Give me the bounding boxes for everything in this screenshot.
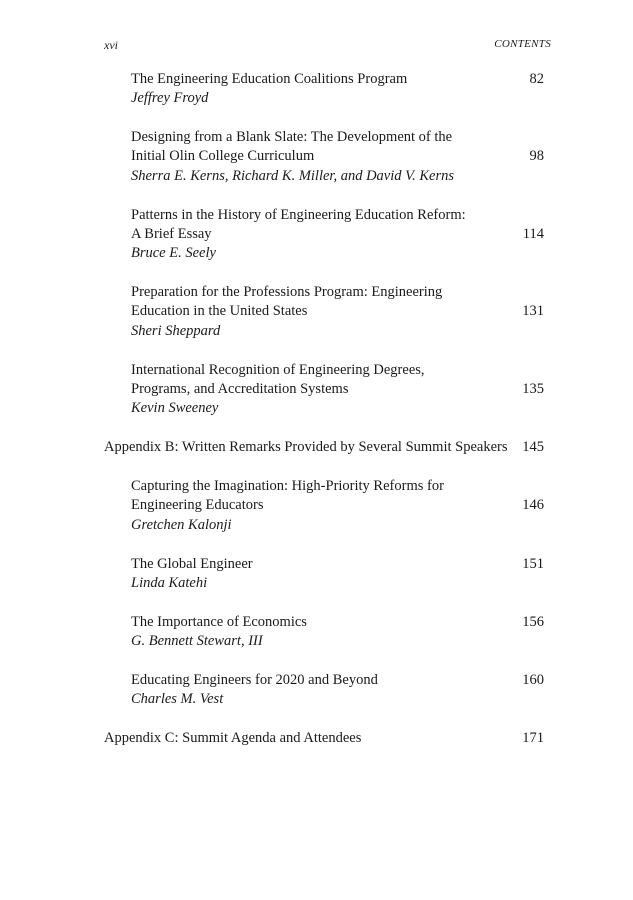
entry-page-number: 160 (522, 671, 544, 688)
entry-title-line: Programs, and Accreditation Systems (131, 380, 349, 397)
appendix-page-number: 171 (522, 730, 544, 747)
toc-entry[interactable] (131, 206, 544, 264)
section-title: CONTENTS (494, 38, 551, 50)
entry-title-line: Education in the United States (131, 303, 308, 320)
entry-title-line: The Global Engineer (131, 555, 253, 572)
entry-author: G. Bennett Stewart, III (131, 632, 263, 649)
toc-entry[interactable] (131, 361, 544, 419)
toc-entry[interactable] (131, 613, 544, 652)
toc-entry[interactable] (131, 283, 544, 341)
toc-entry[interactable] (131, 671, 544, 710)
table-of-contents (104, 70, 544, 768)
running-head (104, 38, 551, 54)
entry-page-number: 156 (522, 613, 544, 630)
entry-title-line: Designing from a Blank Slate: The Development of the (131, 129, 453, 146)
toc-entry[interactable] (131, 555, 544, 594)
entry-title-line: Educating Engineers for 2020 and Beyond (131, 671, 378, 688)
entry-page-number: 114 (522, 225, 544, 242)
entry-title-line: Engineering Educators (131, 497, 264, 514)
toc-entry[interactable] (131, 70, 544, 109)
entry-page-number: 151 (522, 555, 544, 572)
entry-author: Sherra E. Kerns, Richard K. Miller, and David V. Kerns (131, 167, 455, 184)
entry-page-number: 135 (522, 380, 544, 397)
entry-page-number: 98 (529, 148, 544, 165)
entry-title-line: The Importance of Economics (131, 613, 307, 630)
entry-author: Sheri Sheppard (131, 322, 221, 339)
toc-appendix-heading[interactable] (104, 729, 544, 748)
toc-entry[interactable] (131, 128, 544, 186)
appendix-title: Appendix C: Summit Agenda and Attendees (104, 730, 362, 747)
toc-appendix-heading[interactable] (104, 438, 544, 457)
toc-entry[interactable] (131, 477, 544, 535)
appendix-title: Appendix B: Written Remarks Provided by Several Summit Speakers (104, 439, 508, 456)
entry-title-line: A Brief Essay (131, 225, 212, 242)
entry-author: Gretchen Kalonji (131, 516, 232, 533)
entry-page-number: 82 (529, 71, 544, 87)
entry-title-line: Initial Olin College Curriculum (131, 148, 315, 165)
entry-title-line: International Recognition of Engineering Degrees, (131, 361, 425, 378)
entry-author: Linda Katehi (131, 574, 208, 591)
entry-page-number: 131 (522, 303, 544, 320)
entry-title-line: Capturing the Imagination: High-Priority Reforms for (131, 478, 444, 495)
entry-author: Charles M. Vest (131, 691, 224, 708)
entry-author: Bruce E. Seely (131, 245, 216, 262)
entry-author: Jeffrey Froyd (131, 90, 209, 107)
entry-title-line: Preparation for the Professions Program: Engineering (131, 284, 443, 301)
entry-title-line: The Engineering Education Coalitions Program (131, 71, 408, 87)
entry-author: Kevin Sweeney (131, 400, 219, 417)
page-folio: xvi (104, 38, 118, 52)
entry-title-line: Patterns in the History of Engineering Education Reform: (131, 206, 466, 223)
appendix-page-number: 145 (522, 439, 544, 456)
entry-page-number: 146 (522, 497, 544, 514)
